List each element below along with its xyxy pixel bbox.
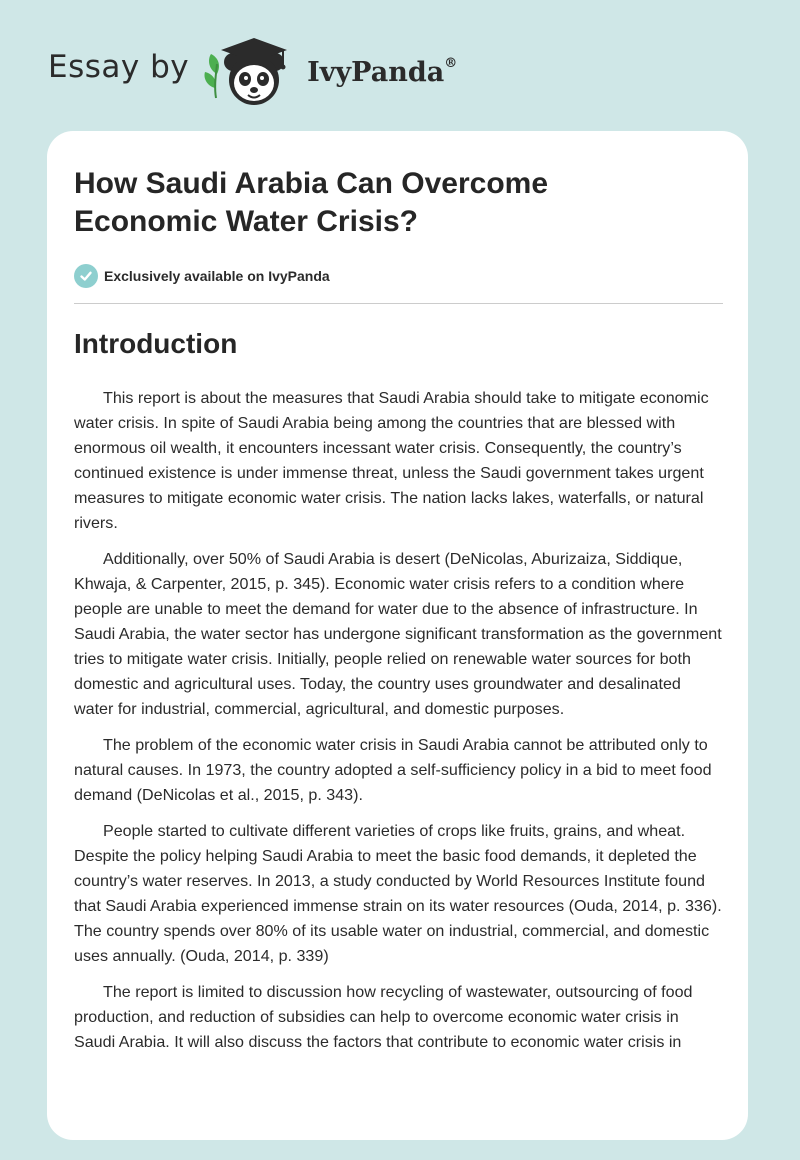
essay-card (47, 131, 748, 1140)
paragraph: The problem of the economic water crisis in Saudi Arabia cannot be attributed only to natural causes. In 1973, the country adopted a self-sufficiency policy in a bid to meet food demand (DeNicolas et al., 2015, p. 343). (74, 736, 712, 804)
brand-name[interactable]: IvyPanda® (307, 56, 458, 88)
paragraph: People started to cultivate different varieties of crops like fruits, grains, and wheat. Despite the policy helping Saudi Arabia to meet the basic food demands, it depleted the country’s water reserves. In 2013, a study conducted by World Resources Institute found that Saudi Arabia experienced immense strain on its water resources (Ouda, 2014, p. 336). The country spends over 80% of its usable water on industrial, commercial, and domestic uses annually. (Ouda, 2014, p. 339) (74, 822, 722, 965)
registered-mark: ® (444, 56, 458, 71)
divider (74, 303, 723, 304)
paragraph: Additionally, over 50% of Saudi Arabia is desert (DeNicolas, Aburizaiza, Siddique, Khwaja, & Carpenter, 2015, p. 345). Economic water crisis refers to a condition where people are unable to meet the demand for water due to the absence of infrastructure. In Saudi Arabia, the water sector has undergone significant transformation as the government tries to mitigate water crisis. Initially, people relied on renewable water sources for both domestic and agricultural uses. Today, the country uses groundwater and desalinated water for industrial, commercial, agricultural, and domestic purposes. (74, 550, 722, 718)
paragraph: The report is limited to discussion how recycling of wastewater, outsourcing of food production, and reduction of subsidies can help to overcome economic water crisis in Saudi Arabia. It will also discuss the factors that contribute to economic water crisis in (74, 983, 693, 1051)
ivypanda-logo-icon[interactable] (203, 30, 301, 110)
badge-label: Exclusively available on IvyPanda (104, 268, 330, 284)
site-header (48, 30, 457, 110)
brand-prefix: Essay by (48, 49, 190, 85)
checkmark-icon (74, 264, 98, 288)
exclusive-badge (74, 264, 330, 288)
essay-title: How Saudi Arabia Can Overcome Economic Water Crisis? (74, 167, 549, 238)
paragraph: This report is about the measures that Saudi Arabia should take to mitigate economic water crisis. In spite of Saudi Arabia being among the countries that are blessed with enormous oil wealth, it encounters incessant water crisis. Consequently, the country’s continued existence is under immense threat, unless the Saudi government takes urgent measures to mitigate economic water crisis. The nation lacks lakes, waterfalls, or natural rivers. (74, 389, 709, 532)
essay-body (74, 386, 724, 1066)
section-heading: Introduction (74, 328, 238, 359)
